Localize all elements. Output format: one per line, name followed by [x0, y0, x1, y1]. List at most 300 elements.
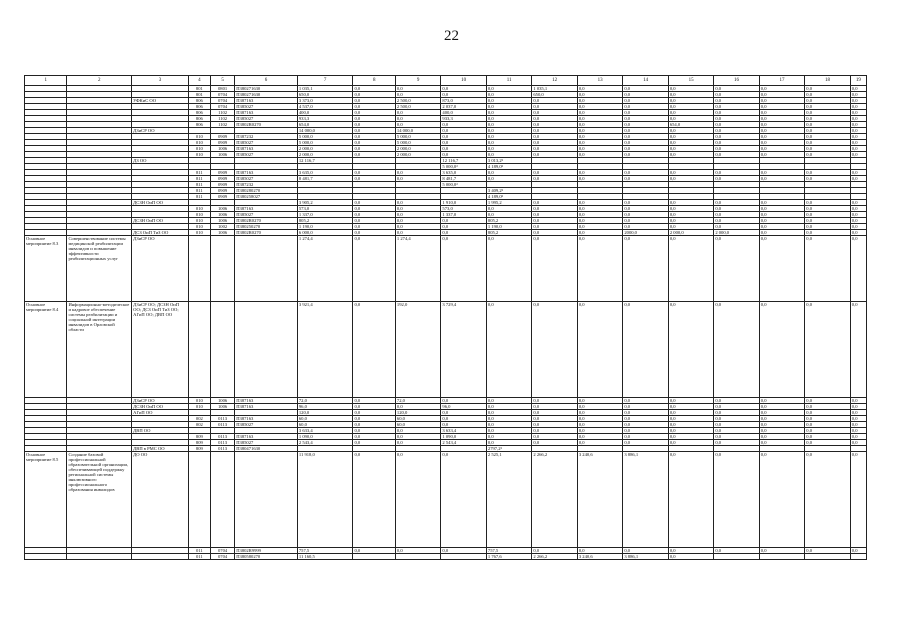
table-cell: 0,0	[668, 170, 713, 176]
table-cell: 0,0	[395, 404, 440, 410]
table-cell: 0,0	[353, 212, 395, 218]
table-cell: 1 035,1	[532, 86, 577, 92]
table-cell: 0,0	[850, 170, 866, 176]
table-cell: 0,0	[577, 98, 622, 104]
table-cell: 2 500,0	[395, 98, 440, 104]
table-cell: 0,0	[805, 230, 850, 236]
table-cell: 0,0	[353, 398, 395, 404]
table-cell: 0,0	[532, 302, 577, 398]
column-header: 16	[714, 76, 759, 86]
table-cell: 0,0	[759, 428, 804, 434]
table-cell: 4 189,0³	[486, 164, 531, 170]
table-cell: 0,0	[577, 548, 622, 554]
table-cell: 2 000,0	[395, 146, 440, 152]
table-cell: 0909	[210, 176, 234, 182]
table-cell: 2 266,2	[532, 554, 577, 560]
table-cell: 1002	[210, 224, 234, 230]
table-cell: 0,0	[577, 206, 622, 212]
table-cell: 1 190,0	[486, 224, 531, 230]
table-cell: 3 729,4	[441, 302, 486, 398]
table-cell: 2 000,0	[297, 152, 353, 158]
table-cell: 0,0	[577, 146, 622, 152]
table-cell: 6 000,0	[297, 230, 353, 236]
table-cell: 60,0	[297, 422, 353, 428]
table-cell: 0,0	[759, 140, 804, 146]
table-cell: 0,0	[577, 302, 622, 398]
table-cell: 0,0	[486, 134, 531, 140]
column-header: 4	[188, 76, 210, 86]
table-cell: 0,0	[850, 302, 866, 398]
table-cell: 1 337,0	[297, 212, 353, 218]
table-cell: 0,0	[714, 422, 759, 428]
table-cell: П387163	[235, 170, 298, 176]
table-cell: 0,0	[850, 128, 866, 134]
table-cell: 0,0	[850, 86, 866, 92]
table-cell: 0,0	[623, 104, 668, 110]
table-cell: 0,0	[577, 110, 622, 116]
table-cell: 0,0	[850, 416, 866, 422]
table-cell: 0,0	[353, 110, 395, 116]
table-row	[25, 452, 867, 548]
table-cell: П385027	[235, 440, 298, 446]
table-cell: 0,0	[714, 140, 759, 146]
table-cell	[67, 554, 132, 560]
table-cell: 0,0	[668, 236, 713, 302]
table-cell: 0,0	[805, 440, 850, 446]
table-cell: 0,0	[441, 122, 486, 128]
table-cell: 0,0	[850, 440, 866, 446]
table-cell: 0,0	[623, 92, 668, 98]
table-cell: П385027	[235, 140, 298, 146]
table-cell: 002	[188, 422, 210, 428]
table-cell	[210, 236, 234, 302]
table-cell: 0,0	[577, 212, 622, 218]
table-cell: 0,0	[805, 134, 850, 140]
column-header: 9	[395, 76, 440, 86]
table-cell: 0,0	[577, 410, 622, 416]
table-cell: 809	[188, 434, 210, 440]
table-cell: 0,0	[532, 422, 577, 428]
page-number: 22	[444, 28, 459, 44]
table-cell: 0,0	[441, 134, 486, 140]
table-cell: 1 995,2	[486, 200, 531, 206]
table-cell: 0,0	[714, 152, 759, 158]
table-cell: 0909	[210, 170, 234, 176]
table-cell: 5 000,0	[395, 134, 440, 140]
table-cell: ДСЗН ОиП ОО	[132, 218, 189, 224]
table-cell: 0,0	[850, 176, 866, 182]
table-cell: 0,0	[850, 218, 866, 224]
table-cell: П387163	[235, 434, 298, 440]
table-cell: 805,2	[486, 230, 531, 236]
table-cell: 0,0	[805, 218, 850, 224]
table-cell: 0,0	[395, 116, 440, 122]
table-cell: 0,0	[353, 140, 395, 146]
column-header: 18	[805, 76, 850, 86]
table-cell: 0,0	[353, 416, 395, 422]
table-cell: 010	[188, 218, 210, 224]
column-header: 11	[486, 76, 531, 86]
table-cell: 3 240,6	[577, 554, 622, 560]
table-cell: 0,0	[441, 410, 486, 416]
table-cell: 3 013,2³	[486, 158, 531, 164]
table-cell: 0,0	[759, 134, 804, 140]
table-cell: 0,0	[577, 230, 622, 236]
table-cell: 0,0	[805, 152, 850, 158]
table-cell: 0,0	[623, 440, 668, 446]
column-header: 7	[297, 76, 353, 86]
table-cell: 0,0	[850, 146, 866, 152]
table-cell: П385027	[235, 212, 298, 218]
table-cell: 0,0	[759, 122, 804, 128]
column-header: 13	[577, 76, 622, 86]
table-cell: П3802R0270	[235, 218, 298, 224]
table-cell: 0,0	[353, 104, 395, 110]
table-cell: 1102	[210, 110, 234, 116]
table-cell: 0,0	[353, 302, 395, 398]
table-cell: 1006	[210, 152, 234, 158]
table-cell: 0,0	[759, 170, 804, 176]
table-cell: 0,0	[668, 140, 713, 146]
table-cell: ДЗиСР ОО	[132, 236, 189, 302]
table-cell: П380258027	[235, 194, 298, 200]
table-cell: 0,0	[714, 110, 759, 116]
table-cell: 0,0	[623, 548, 668, 554]
table-cell: 2 525,1	[486, 452, 531, 548]
table-cell: П387163	[235, 416, 298, 422]
table-cell: 0,0	[395, 218, 440, 224]
table-cell: 0,0	[532, 404, 577, 410]
table-cell: 0,0	[353, 410, 395, 416]
table-cell: 0,0	[441, 218, 486, 224]
table-cell: 0,0	[759, 416, 804, 422]
table-cell: 0,0	[395, 440, 440, 446]
table-cell: 811	[188, 182, 210, 188]
table-cell: Основное мероприятие 8.5	[25, 452, 67, 548]
table-cell: 0,0	[759, 236, 804, 302]
table-cell	[210, 302, 234, 398]
table-cell: 0,0	[532, 170, 577, 176]
table-cell: 0,0	[395, 122, 440, 128]
table-cell: П385027	[235, 104, 298, 110]
table-cell: 5 000,0	[297, 140, 353, 146]
table-cell	[235, 452, 298, 548]
table-cell: 0,0	[759, 86, 804, 92]
table-cell: 0,0	[759, 212, 804, 218]
table-cell: 809	[188, 446, 210, 452]
table-cell: 0,0	[759, 410, 804, 416]
table-cell: 0704	[210, 554, 234, 560]
table-cell: 1 090,0	[297, 434, 353, 440]
table-cell: 0,0	[353, 548, 395, 554]
table-cell: ДЗиСР ОО; ДСЗН ОиП ОО; ДСЗ ОиП ТиЗ ОО; АГиП ОО; ДВП ОО	[132, 302, 189, 398]
table-cell: 0,0	[395, 548, 440, 554]
table-cell: 3 635,0	[297, 170, 353, 176]
table-cell: 0,0	[759, 548, 804, 554]
table-cell: 0,0	[395, 170, 440, 176]
table-cell: 0113	[210, 422, 234, 428]
table-cell: 2 543,4	[297, 440, 353, 446]
table-cell: 0,0	[759, 116, 804, 122]
table-cell: 0,0	[759, 152, 804, 158]
table-cell: 0,0	[805, 176, 850, 182]
table-cell: 0,0	[805, 302, 850, 398]
table-cell: П3802R0270	[235, 122, 298, 128]
column-header: 3	[132, 76, 189, 86]
table-cell: ДВП в РМС ОО	[132, 446, 189, 452]
table-row	[25, 236, 867, 302]
table-cell: 650,0	[532, 92, 577, 98]
table-cell: 5 000,0³	[441, 164, 486, 170]
table-cell: 0,0	[486, 428, 531, 434]
table-cell: 0,0	[623, 146, 668, 152]
table-cell: 650,0	[297, 92, 353, 98]
table-cell: 010	[188, 404, 210, 410]
table-cell: 0801	[210, 86, 234, 92]
table-cell: 0,0	[577, 404, 622, 410]
table-cell: 0,0	[353, 404, 395, 410]
table-cell: 010	[188, 230, 210, 236]
table-cell: 0,0	[714, 134, 759, 140]
table-cell: 0,0	[577, 218, 622, 224]
table-cell: 0909	[210, 134, 234, 140]
table-cell: 0,0	[805, 122, 850, 128]
table-cell: 0,0	[395, 224, 440, 230]
table-cell: 0,0	[353, 206, 395, 212]
table-cell: 0,0	[714, 236, 759, 302]
table-cell: 0,0	[668, 440, 713, 446]
table-cell: 0,0	[532, 98, 577, 104]
table-cell: 0,0	[759, 104, 804, 110]
table-cell: 0,0	[623, 176, 668, 182]
table-cell: 0,0	[441, 92, 486, 98]
table-cell: 0,0	[714, 428, 759, 434]
table-cell: 0,0	[532, 128, 577, 134]
table-cell: 0,0	[805, 170, 850, 176]
table-cell	[395, 554, 440, 560]
table-cell: П380250270	[235, 224, 298, 230]
table-cell: 1006	[210, 404, 234, 410]
table-cell: 0,0	[577, 224, 622, 230]
table-cell: 0,0	[850, 230, 866, 236]
table-cell: 0,0	[668, 104, 713, 110]
table-cell: 0113	[210, 416, 234, 422]
table-cell: 0704	[210, 92, 234, 98]
table-cell: 0,0	[850, 140, 866, 146]
table-cell: 0,0	[850, 104, 866, 110]
table-cell: 0,0	[623, 128, 668, 134]
table-cell: 0,0	[668, 404, 713, 410]
table-cell: 60,0	[395, 416, 440, 422]
table-cell: 5 000,0	[297, 134, 353, 140]
table-cell: 0,0	[850, 428, 866, 434]
table-cell: 3 905,2	[297, 200, 353, 206]
table-cell: 1 035,1	[297, 86, 353, 92]
table-cell: Основное мероприятие 8.3	[25, 236, 67, 302]
table-cell	[850, 554, 866, 560]
table-cell: 0113	[210, 434, 234, 440]
table-cell: 0,0	[759, 224, 804, 230]
table-cell: 0,0	[353, 440, 395, 446]
table-cell: 801	[188, 92, 210, 98]
table-cell: 1 274,4	[297, 236, 353, 302]
table-cell: 0,0	[850, 152, 866, 158]
table-cell: 0,0	[623, 200, 668, 206]
table-cell: 0,0	[486, 110, 531, 116]
table-cell: 0,0	[759, 398, 804, 404]
table-cell: 0,0	[353, 218, 395, 224]
table-cell: 0,0	[353, 224, 395, 230]
table-cell: 0,0	[532, 134, 577, 140]
table-cell: 933,3	[441, 116, 486, 122]
table-cell: 0,0	[668, 218, 713, 224]
table-row	[25, 302, 867, 398]
table-cell: 0,0	[668, 134, 713, 140]
table-cell: 0,0	[353, 230, 395, 236]
table-cell: ДСЗН ОиП ОО	[132, 200, 189, 206]
table-cell: 757,5	[297, 548, 353, 554]
table-cell: 0,0	[714, 98, 759, 104]
table-cell: 0,0	[532, 146, 577, 152]
table-cell: 0,0	[532, 200, 577, 206]
table-cell: ДВП ОО	[132, 428, 189, 434]
table-cell: 0,0	[668, 92, 713, 98]
table-cell: 120,0	[395, 410, 440, 416]
table-cell: 010	[188, 146, 210, 152]
table-cell: 0,0	[850, 548, 866, 554]
table-cell: 0,0	[395, 86, 440, 92]
table-cell: 4 189,0³	[486, 194, 531, 200]
table-row	[25, 554, 867, 560]
table-cell: 0,0	[759, 230, 804, 236]
table-cell: 0,0	[577, 398, 622, 404]
table-cell: 0,0	[623, 86, 668, 92]
column-header: 5	[210, 76, 234, 86]
table-cell: 0,0	[668, 422, 713, 428]
table-cell: 0,0	[805, 410, 850, 416]
table-cell: 0,0	[805, 128, 850, 134]
table-cell: 0,0	[850, 110, 866, 116]
table-cell: 2000,0	[623, 230, 668, 236]
table-cell: 0,0	[850, 434, 866, 440]
table-cell: 0,0	[353, 170, 395, 176]
budget-table	[24, 75, 867, 560]
table-cell	[132, 554, 189, 560]
table-cell: 14 000,0	[395, 128, 440, 134]
table-cell: 0,0	[623, 140, 668, 146]
table-cell: П380471630	[235, 446, 298, 452]
table-cell: 1006	[210, 218, 234, 224]
table-cell: 0,0	[486, 140, 531, 146]
table-cell: 0,0	[532, 398, 577, 404]
table-cell: 0,0	[850, 92, 866, 98]
table-cell: 0,0	[532, 218, 577, 224]
table-cell: 0,0	[714, 548, 759, 554]
table-cell: 0,0	[395, 110, 440, 116]
table-header-row	[25, 76, 867, 86]
table-cell: 0,0	[532, 176, 577, 182]
table-cell: П380580270	[235, 554, 298, 560]
table-cell: ДЗ ОО	[132, 158, 189, 164]
table-cell: 2797,2³	[486, 446, 531, 452]
table-cell: 0,0	[668, 200, 713, 206]
table-cell: 0,0	[577, 86, 622, 92]
table-cell: 0,0	[441, 146, 486, 152]
table-cell: П385027	[235, 176, 298, 182]
table-cell: П385027	[235, 116, 298, 122]
table-cell: 0,0	[532, 224, 577, 230]
table-cell: 0,0	[486, 236, 531, 302]
table-cell: 873,0	[441, 98, 486, 104]
table-cell: П380271630	[235, 86, 298, 92]
table-cell: 573,0	[441, 206, 486, 212]
column-header: 10	[441, 76, 486, 86]
table-cell: 0,0	[353, 122, 395, 128]
table-cell: 0,0	[577, 176, 622, 182]
table-cell: 1 274,4	[395, 236, 440, 302]
table-cell: 0,0	[577, 116, 622, 122]
table-cell: ДО ОО	[132, 452, 189, 548]
table-cell: 0,0	[759, 404, 804, 410]
table-cell: 0,0	[714, 434, 759, 440]
table-cell: 0,0	[441, 398, 486, 404]
table-cell: 0,0	[532, 416, 577, 422]
table-cell: 0,0	[623, 170, 668, 176]
table-cell: 0,0	[759, 206, 804, 212]
table-cell: 0,0	[759, 302, 804, 398]
table-cell: 0,0	[668, 212, 713, 218]
table-cell: 0,0	[759, 440, 804, 446]
table-cell: 0,0	[532, 230, 577, 236]
table-cell: ДСЗН ОиП ОО	[132, 404, 189, 410]
table-cell: 0113	[210, 446, 234, 452]
table-cell: 0,0	[577, 128, 622, 134]
table-cell: 1102	[210, 116, 234, 122]
table-cell: П385027	[235, 152, 298, 158]
column-header: 1	[25, 76, 67, 86]
table-cell: 811	[188, 188, 210, 194]
table-cell: 0,0	[805, 398, 850, 404]
table-cell: 0,0	[850, 452, 866, 548]
table-cell: 0,0	[395, 230, 440, 236]
table-cell: 0,0	[486, 170, 531, 176]
table-cell: 0,0	[532, 140, 577, 146]
table-cell: 0,0	[805, 548, 850, 554]
table-cell: 0,0	[623, 428, 668, 434]
table-cell: 010	[188, 398, 210, 404]
table-cell: 805,2	[486, 218, 531, 224]
table-cell: 60,0	[395, 422, 440, 428]
table-cell: 3 373,0	[297, 98, 353, 104]
table-cell: 0,0	[714, 170, 759, 176]
table-cell	[210, 452, 234, 548]
table-cell: 0,0	[850, 116, 866, 122]
table-cell: 72,0	[297, 398, 353, 404]
table-cell: 801	[188, 86, 210, 92]
table-cell: Совершенствование системы медицинской реабилитации инвалидов и повышение эффективности реабилитационных услуг	[67, 236, 132, 302]
table-cell: 0,0	[714, 398, 759, 404]
table-cell: 0,0	[395, 92, 440, 98]
column-header: 15	[668, 76, 713, 86]
table-cell: 0,0	[532, 104, 577, 110]
table-cell: 0,0	[532, 548, 577, 554]
table-cell: 0,0	[759, 98, 804, 104]
table-cell: 0,0	[623, 398, 668, 404]
table-cell: 0,0	[486, 422, 531, 428]
table-cell: 0,0	[668, 176, 713, 182]
table-cell: 1006	[210, 206, 234, 212]
table-cell: П387232	[235, 134, 298, 140]
